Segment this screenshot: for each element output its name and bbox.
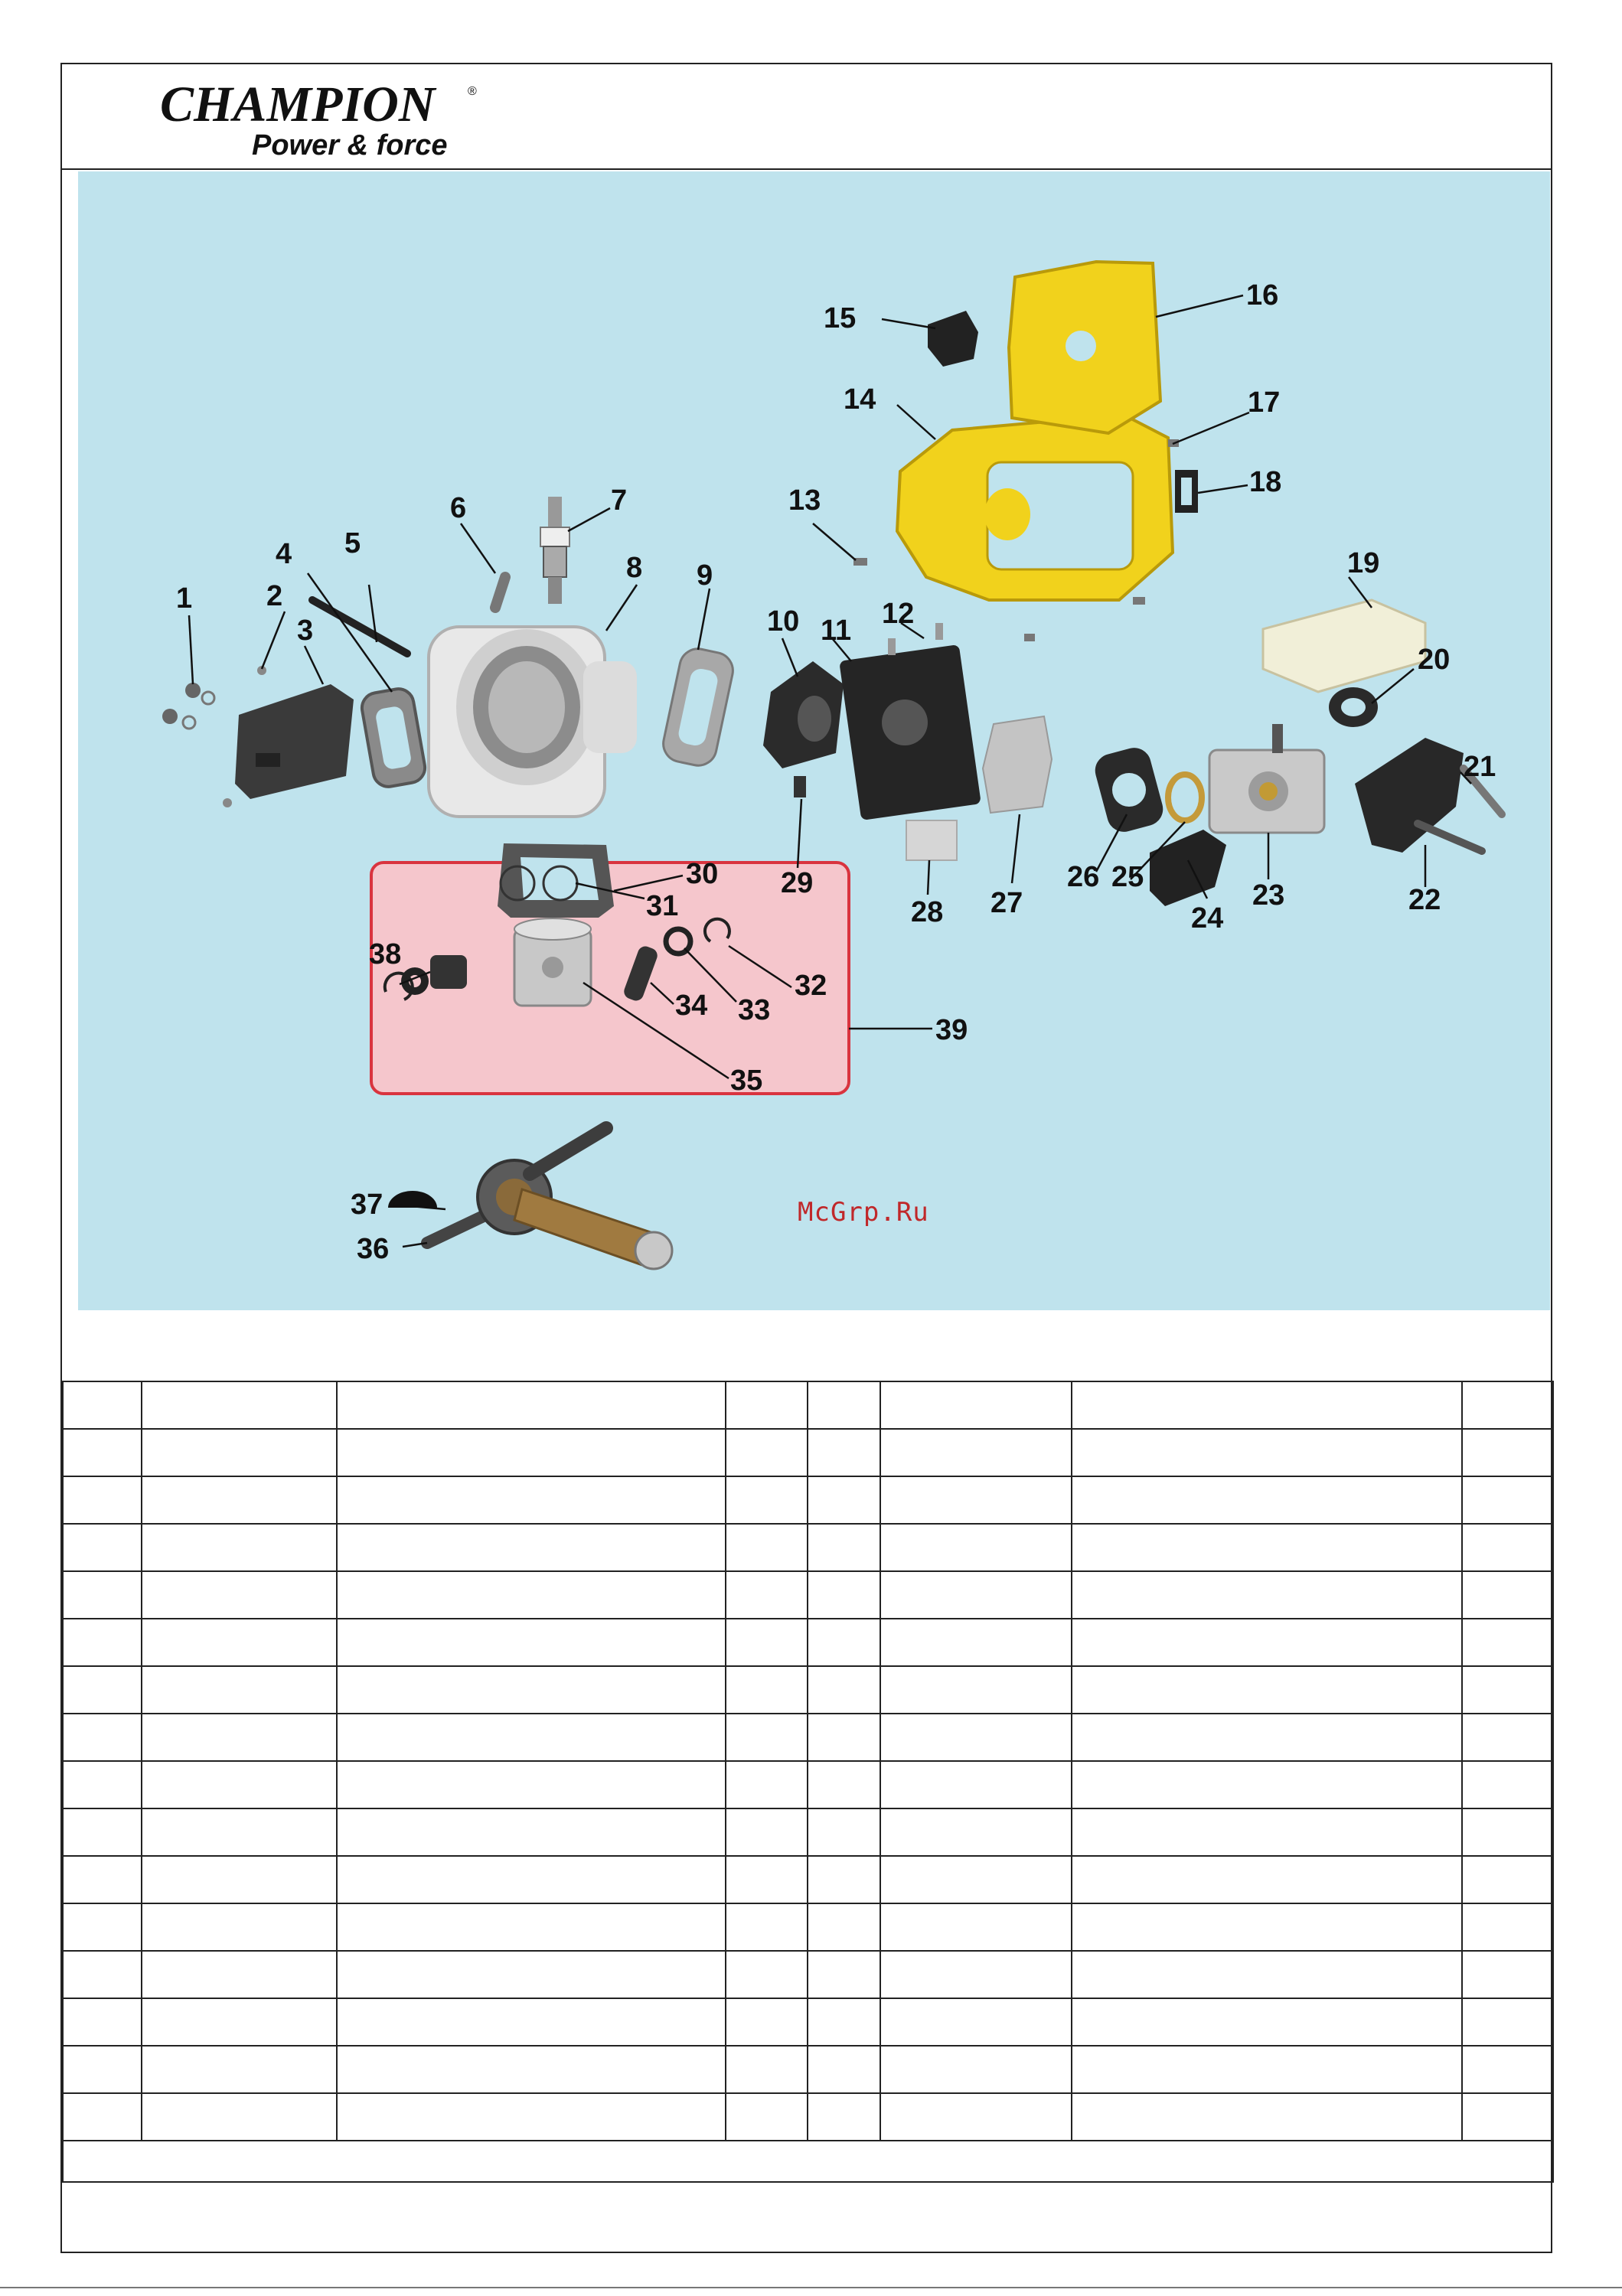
table-cell: [808, 1856, 880, 1903]
table-cell: [142, 1381, 337, 1429]
table-cell: [808, 1714, 880, 1761]
table-cell: [880, 1761, 1072, 1808]
table-cell: [808, 1571, 880, 1619]
callout-8: 8: [626, 552, 643, 584]
callout-34: 34: [675, 990, 708, 1022]
table-cell: [880, 2046, 1072, 2093]
table-cell: [337, 1998, 726, 2046]
callout-27: 27: [990, 887, 1023, 919]
table-row: [63, 2093, 1553, 2141]
callout-36: 36: [357, 1233, 390, 1265]
callout-15: 15: [824, 302, 857, 334]
table-cell: [726, 1951, 808, 1998]
table-cell: [1072, 1381, 1462, 1429]
table-row: [63, 1808, 1553, 1856]
table-cell: [1462, 2046, 1553, 2093]
table-cell: [63, 1476, 142, 1524]
table-cell: [1462, 1429, 1553, 1476]
table-cell: [880, 1856, 1072, 1903]
table-cell: [808, 1429, 880, 1476]
callout-9: 9: [697, 559, 713, 592]
table-cell: [1072, 1571, 1462, 1619]
table-cell: [63, 1998, 142, 2046]
callout-30: 30: [686, 858, 719, 890]
table-cell: [808, 1524, 880, 1571]
table-cell: [337, 1381, 726, 1429]
table-cell: [337, 2046, 726, 2093]
callout-39: 39: [935, 1014, 968, 1046]
table-cell: [880, 1714, 1072, 1761]
table-cell: [337, 2093, 726, 2141]
logo-registered: ®: [468, 85, 477, 98]
table-cell: [808, 2046, 880, 2093]
table-cell: [1462, 1951, 1553, 1998]
table-row: [63, 1666, 1553, 1714]
table-cell: [142, 1856, 337, 1903]
table-cell: [63, 1856, 142, 1903]
callout-33: 33: [738, 994, 771, 1026]
table-cell: [1072, 1714, 1462, 1761]
table-cell: [1072, 1429, 1462, 1476]
table-cell: [63, 2093, 142, 2141]
table-cell: [808, 1951, 880, 1998]
callout-18: 18: [1249, 466, 1282, 498]
logo-tagline: Power & force: [252, 129, 448, 161]
table-row: [63, 1998, 1553, 2046]
table-cell: [808, 1666, 880, 1714]
table-cell: [1072, 1856, 1462, 1903]
parts-list-table: [62, 1381, 1554, 2183]
table-cell: [880, 1808, 1072, 1856]
table-cell: [142, 1714, 337, 1761]
table-cell: [726, 1429, 808, 1476]
table-cell: [808, 1619, 880, 1666]
table-row: [63, 1856, 1553, 1903]
table-cell: [1072, 2093, 1462, 2141]
callout-7: 7: [611, 484, 628, 517]
table-cell: [63, 2046, 142, 2093]
table-cell: [63, 1619, 142, 1666]
table-cell: [1462, 1524, 1553, 1571]
table-cell: [726, 1903, 808, 1951]
callout-4: 4: [276, 538, 292, 570]
table-cell: [1462, 1476, 1553, 1524]
table-cell: [1462, 1761, 1553, 1808]
callout-13: 13: [788, 484, 821, 517]
table-cell: [1072, 1951, 1462, 1998]
table-cell: [142, 1761, 337, 1808]
table-row: [63, 1429, 1553, 1476]
table-cell: [337, 1951, 726, 1998]
callout-10: 10: [767, 605, 800, 638]
watermark-text: McGrp.Ru: [798, 1197, 929, 1228]
table-row: [63, 1381, 1553, 1429]
table-cell: [1462, 1714, 1553, 1761]
table-cell: [726, 1524, 808, 1571]
table-cell: [808, 1998, 880, 2046]
table-cell: [880, 1524, 1072, 1571]
callout-28: 28: [911, 896, 944, 928]
table-cell: [880, 1666, 1072, 1714]
table-cell: [1462, 1666, 1553, 1714]
table-cell: [142, 2046, 337, 2093]
table-cell: [726, 1761, 808, 1808]
muffler-part: [235, 684, 354, 799]
callout-3: 3: [297, 615, 314, 647]
table-cell: [1072, 1761, 1462, 1808]
callout-38: 38: [369, 938, 402, 970]
table-cell: [1462, 1619, 1553, 1666]
champion-logo: [160, 73, 481, 161]
table-cell: [1072, 1903, 1462, 1951]
table-cell: [726, 1476, 808, 1524]
header: [62, 64, 1551, 170]
table-cell: [808, 1808, 880, 1856]
table-footer-row: [63, 2141, 1553, 2182]
callout-32: 32: [795, 970, 827, 1002]
table-row: [63, 2046, 1553, 2093]
table-cell: [142, 1429, 337, 1476]
table-cell: [808, 2093, 880, 2141]
table-cell: [337, 1571, 726, 1619]
callout-16: 16: [1246, 279, 1279, 311]
callout-25: 25: [1111, 861, 1144, 893]
table-cell: [142, 1666, 337, 1714]
table-row: [63, 1761, 1553, 1808]
table-cell: [63, 1429, 142, 1476]
page-frame: [60, 63, 1552, 2253]
table-cell: [337, 1476, 726, 1524]
callout-26: 26: [1067, 861, 1100, 893]
table-cell: [142, 1951, 337, 1998]
callout-35: 35: [730, 1065, 763, 1097]
table-cell: [880, 1476, 1072, 1524]
table-cell: [337, 1714, 726, 1761]
table-footer-cell: [63, 2141, 1553, 2182]
table-cell: [1072, 1524, 1462, 1571]
exploded-parts-diagram: [78, 171, 1550, 1310]
table-cell: [337, 1666, 726, 1714]
table-cell: [63, 1524, 142, 1571]
table-row: [63, 1524, 1553, 1571]
callout-2: 2: [266, 580, 283, 612]
table-cell: [1462, 1856, 1553, 1903]
callout-22: 22: [1408, 884, 1441, 916]
table-cell: [337, 1429, 726, 1476]
table-cell: [1462, 1381, 1553, 1429]
callout-37: 37: [351, 1189, 383, 1221]
table-cell: [880, 1951, 1072, 1998]
table-cell: [880, 1998, 1072, 2046]
table-cell: [1072, 1808, 1462, 1856]
table-cell: [1462, 2093, 1553, 2141]
table-cell: [142, 1808, 337, 1856]
table-cell: [142, 1903, 337, 1951]
table-cell: [726, 1381, 808, 1429]
callout-31: 31: [646, 890, 679, 922]
table-cell: [63, 1903, 142, 1951]
footer-line: [0, 2287, 1622, 2288]
table-cell: [726, 2093, 808, 2141]
table-cell: [1072, 1619, 1462, 1666]
table-cell: [808, 1381, 880, 1429]
callout-20: 20: [1418, 644, 1451, 676]
callout-1: 1: [176, 582, 193, 615]
table-cell: [880, 2093, 1072, 2141]
table-cell: [63, 1381, 142, 1429]
callout-14: 14: [844, 383, 876, 416]
table-cell: [142, 1524, 337, 1571]
table-cell: [880, 1903, 1072, 1951]
callout-11: 11: [821, 615, 852, 647]
table-cell: [142, 1619, 337, 1666]
table-cell: [1462, 1808, 1553, 1856]
table-cell: [726, 1808, 808, 1856]
table-cell: [1462, 1571, 1553, 1619]
callout-19: 19: [1347, 547, 1380, 579]
table-cell: [726, 2046, 808, 2093]
callout-23: 23: [1252, 879, 1285, 912]
table-cell: [337, 1808, 726, 1856]
table-cell: [880, 1381, 1072, 1429]
table-row: [63, 1903, 1553, 1951]
table-cell: [337, 1619, 726, 1666]
table-row: [63, 1619, 1553, 1666]
table-cell: [1072, 1476, 1462, 1524]
table-cell: [63, 1666, 142, 1714]
parts-table-body: [63, 1381, 1553, 2182]
callout-6: 6: [450, 492, 467, 524]
table-cell: [726, 1571, 808, 1619]
table-row: [63, 1571, 1553, 1619]
table-cell: [63, 1951, 142, 1998]
table-cell: [142, 1476, 337, 1524]
logo-brand-text: CHAMPION: [160, 77, 436, 132]
callout-12: 12: [882, 598, 915, 630]
table-cell: [1072, 1998, 1462, 2046]
table-cell: [337, 1856, 726, 1903]
table-cell: [63, 1714, 142, 1761]
table-cell: [880, 1429, 1072, 1476]
table-cell: [808, 1476, 880, 1524]
table-cell: [142, 1571, 337, 1619]
table-cell: [337, 1524, 726, 1571]
callout-29: 29: [781, 867, 814, 899]
callout-21: 21: [1464, 751, 1496, 783]
callout-17: 17: [1248, 386, 1281, 419]
table-row: [63, 1951, 1553, 1998]
diagram-illustration: [78, 171, 1550, 1310]
table-cell: [726, 1856, 808, 1903]
table-cell: [1462, 1998, 1553, 2046]
table-cell: [1462, 1903, 1553, 1951]
table-row: [63, 1714, 1553, 1761]
table-cell: [726, 1714, 808, 1761]
table-cell: [808, 1761, 880, 1808]
table-cell: [142, 1998, 337, 2046]
table-cell: [337, 1761, 726, 1808]
table-cell: [142, 2093, 337, 2141]
table-cell: [337, 1903, 726, 1951]
table-cell: [1072, 2046, 1462, 2093]
table-cell: [1072, 1666, 1462, 1714]
table-cell: [63, 1761, 142, 1808]
table-cell: [880, 1619, 1072, 1666]
table-cell: [880, 1571, 1072, 1619]
callout-5: 5: [344, 527, 361, 559]
table-cell: [63, 1571, 142, 1619]
table-cell: [63, 1808, 142, 1856]
table-cell: [726, 1619, 808, 1666]
table-row: [63, 1476, 1553, 1524]
table-cell: [726, 1998, 808, 2046]
table-cell: [808, 1903, 880, 1951]
callout-24: 24: [1191, 902, 1224, 934]
table-cell: [726, 1666, 808, 1714]
